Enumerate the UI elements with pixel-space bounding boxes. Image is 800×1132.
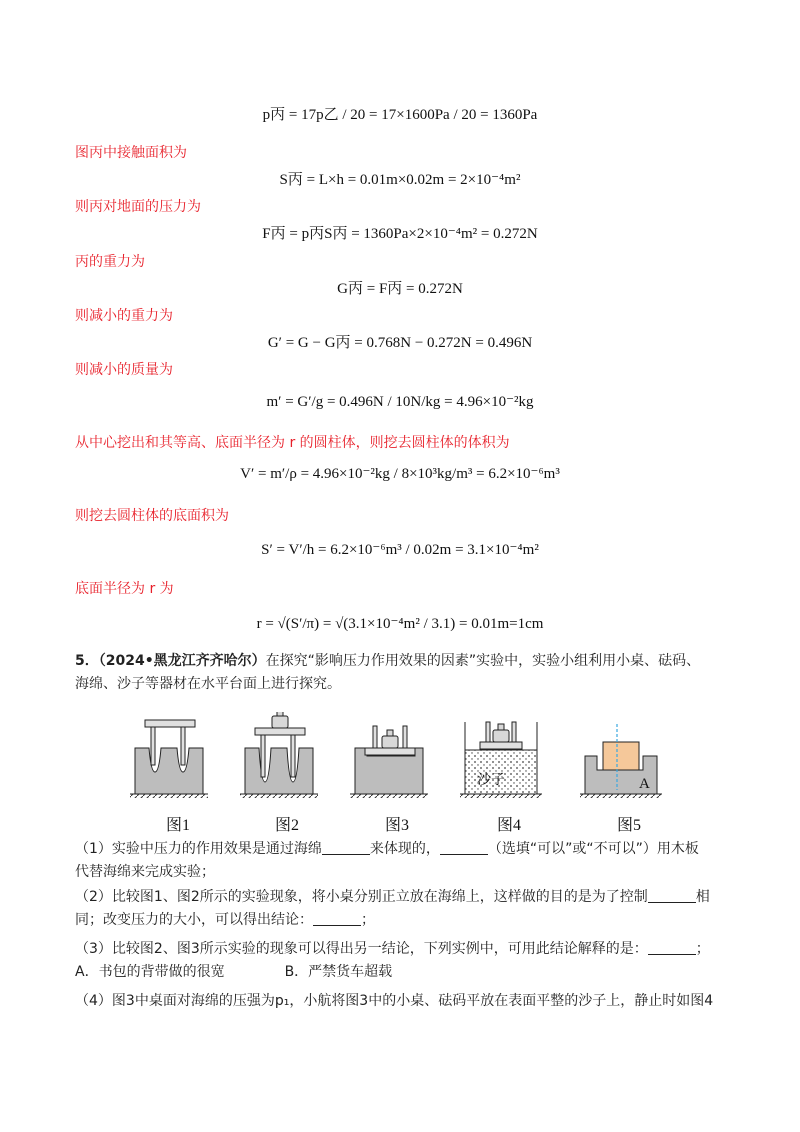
figure-label-2: 图2: [275, 817, 300, 834]
figure-4: [460, 722, 542, 798]
formula-force: F丙 = p丙S丙 = 1360Pa×2×10⁻⁴m² = 0.272N: [262, 226, 538, 242]
formula-pressure-bing: p丙 = 17p乙 / 20 = 17×1600Pa / 20 = 1360Pa: [262, 107, 538, 123]
answer-blank-2a[interactable]: [648, 888, 696, 903]
figure-5: [580, 724, 662, 798]
figure-2: [240, 712, 318, 798]
figure-4-sand-label: 沙子: [477, 772, 505, 788]
formula-reduced-weight: G′ = G − G丙 = 0.768N − 0.272N = 0.496N: [267, 335, 533, 351]
option-b: B．严禁货车超载: [284, 964, 393, 980]
step-reduced-mass: 则减小的质量为: [75, 362, 173, 378]
formula-area: S丙 = L×h = 0.01m×0.02m = 2×10⁻⁴m²: [279, 172, 521, 188]
subquestion-1: （1）实验中压力的作用效果是通过海绵 来体现的， （选填“可以”或“不可以”）用木板 代替海绵来完成实验；: [75, 841, 699, 880]
subquestion-3: （3）比较图2、图3所示实验的现象可以得出另一结论，下列实例中，可用此结论解释的是： ； A．书包的背带做的很宽 B．严禁货车超载: [75, 941, 710, 980]
step-weight: 丙的重力为: [75, 254, 145, 270]
figure-5-label-a: A: [639, 776, 650, 792]
step-reduced-weight: 则减小的重力为: [75, 308, 173, 324]
formula-reduced-mass: m′ = G′/g = 0.496N / 10N/kg = 4.96×10⁻²kg: [266, 394, 534, 410]
subquestion-4: （4）图3中桌面对海绵的压强为p₁，小航将图3中的小桌、砝码平放在表面平整的沙子上，静止时如图4: [75, 993, 714, 1009]
formula-weight: G丙 = F丙 = 0.272N: [337, 281, 463, 297]
question-stem: [75, 650, 735, 696]
answer-blank-1a[interactable]: [322, 840, 370, 855]
question-stem-line-2: 海绵、沙子等器材在水平台面上进行探究。: [75, 676, 341, 692]
step-contact-area: 图丙中接触面积为: [75, 145, 187, 161]
formula-volume: V′ = m′/ρ = 4.96×10⁻²kg / 8×10³kg/m³ = 6.2×10⁻⁶m³: [240, 466, 560, 482]
figure-label-4: 图4: [497, 817, 522, 834]
step-base-area: 则挖去圆柱体的底面积为: [75, 508, 229, 524]
figure-3: [350, 726, 428, 798]
question-stem-line-1: 在探究“影响压力作用效果的因素”实验中，实验小组利用小桌、砝码、: [265, 653, 701, 669]
step-cylinder-volume: 从中心挖出和其等高、底面半径为 r 的圆柱体，则挖去圆柱体的体积为: [75, 435, 510, 451]
step-radius: 底面半径为 r 为: [75, 581, 174, 597]
question-number: 5．: [75, 653, 99, 669]
formula-base-area: S′ = V′/h = 6.2×10⁻⁶m³ / 0.02m = 3.1×10⁻⁴m²: [261, 542, 539, 558]
answer-blank-3[interactable]: [648, 940, 696, 955]
figure-label-3: 图3: [385, 817, 410, 834]
answer-blank-2b[interactable]: [313, 911, 361, 926]
answer-blank-1b[interactable]: [440, 840, 488, 855]
subquestion-2: （2）比较图1、图2所示的实验现象，将小桌分别正立放在海绵上，这样做的目的是为了控制 相 同；改变压力的大小，可以得出结论： ；: [75, 889, 710, 928]
figure-label-5: 图5: [617, 817, 642, 834]
question-source: （2024•黑龙江齐齐哈尔）: [98, 653, 266, 669]
figure-1: [130, 720, 208, 798]
option-a: A．书包的背带做的很宽: [75, 964, 225, 980]
step-pressure-force: 则丙对地面的压力为: [75, 199, 201, 215]
formula-radius: r = √(S′/π) = √(3.1×10⁻⁴m² / 3.1) = 0.01m=1cm: [256, 616, 544, 632]
figure-label-1: 图1: [166, 817, 191, 834]
